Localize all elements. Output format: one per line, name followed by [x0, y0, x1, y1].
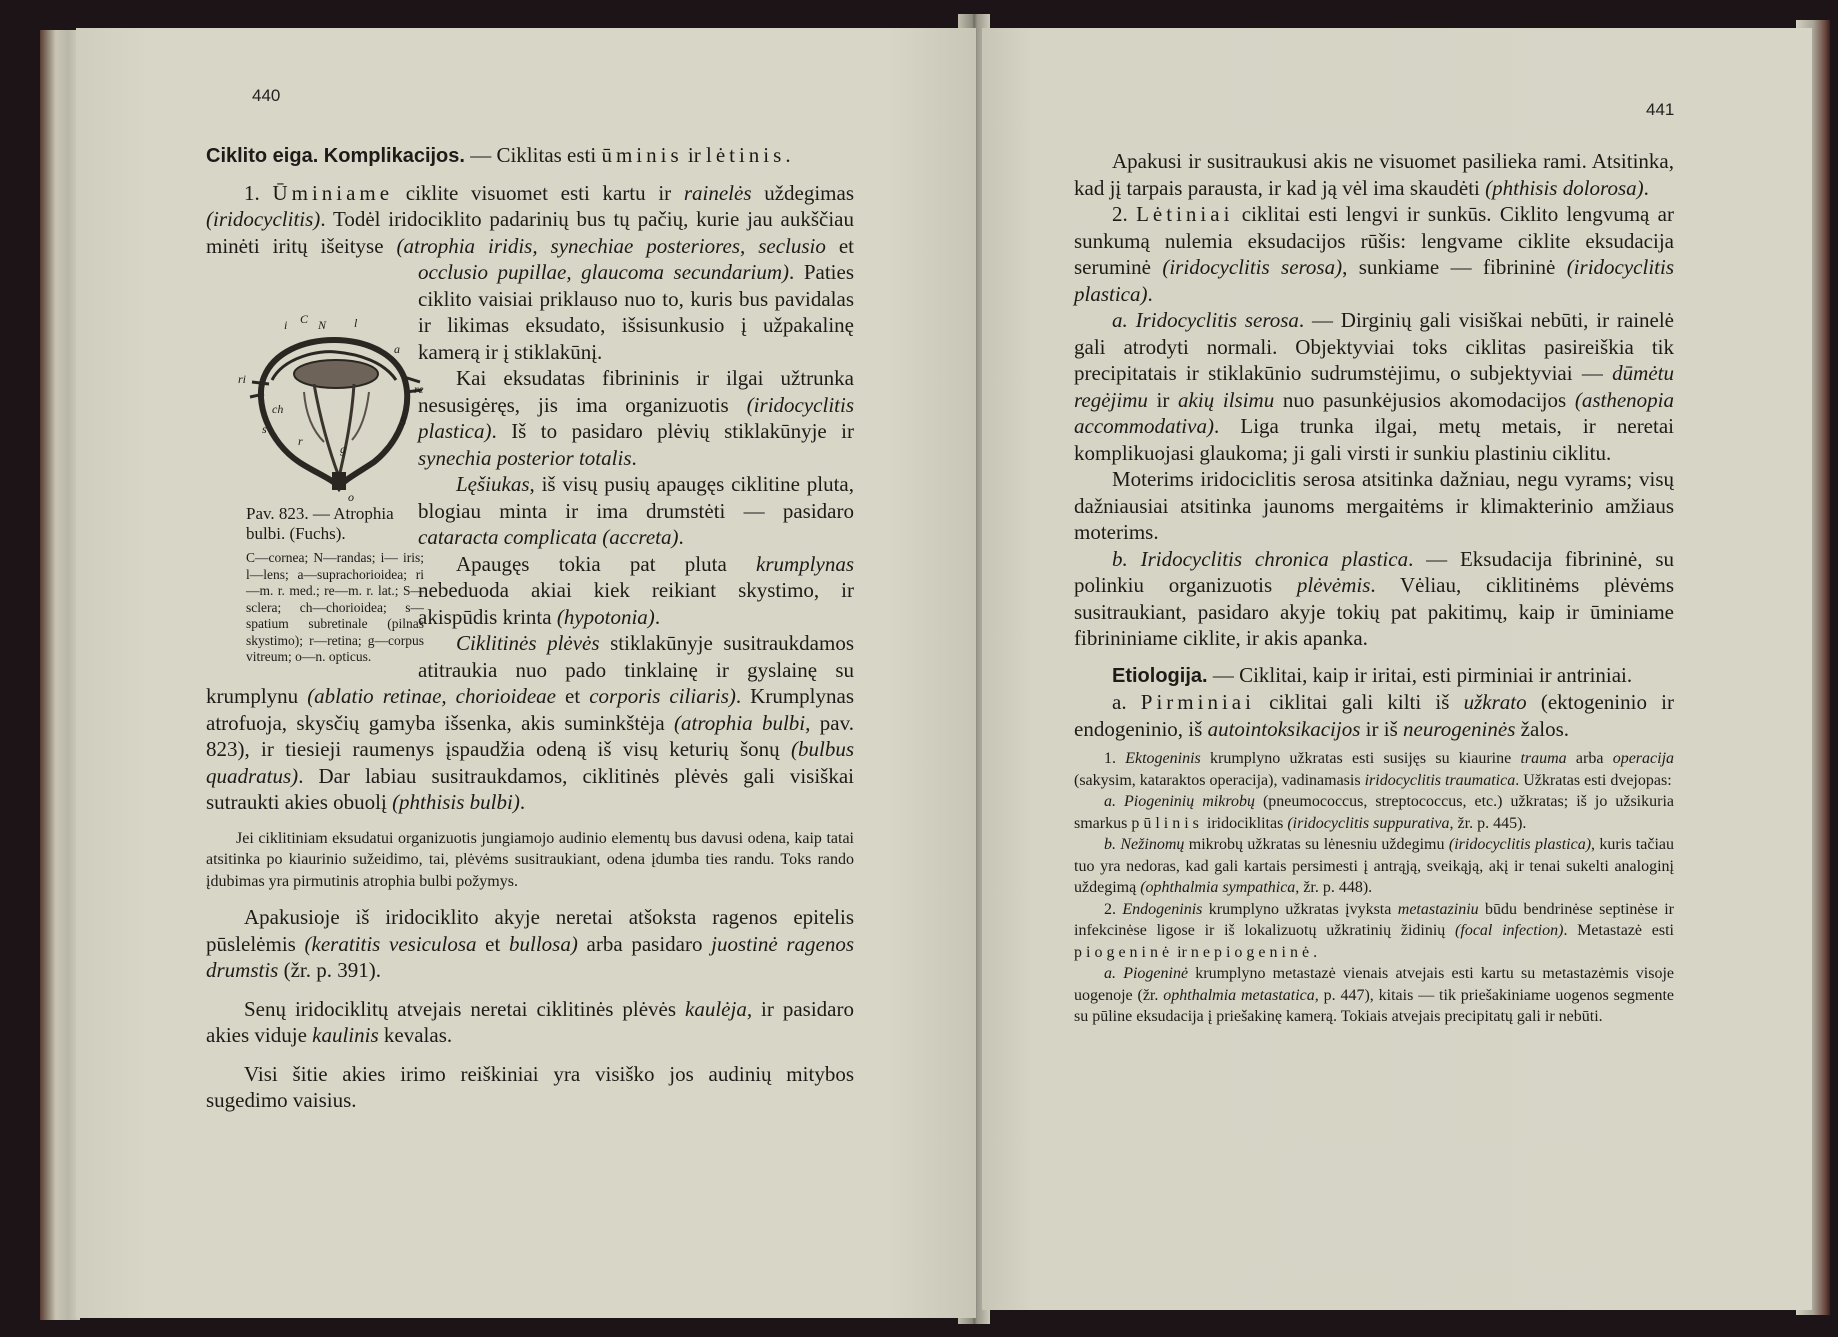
figure-label-re: re: [414, 382, 424, 396]
right-page-text: [1074, 148, 1674, 1028]
figure-label-s: s: [262, 422, 267, 436]
paragraph-3: Lęšiukas, iš visų pusių apaugęs ciklitine pluta, blogiau minta ir ima drumstėti — pasidaro cataracta complicata (accreta).: [418, 472, 854, 549]
paragraph-1: Apakusi ir susitraukusi akis ne visuomet pasilieka rami. Atsitinka, kad jį tarpais parausta, ir kad ją vėl ima skaudėti (phthisis dolorosa).: [1074, 149, 1674, 200]
small-print-block: [1074, 748, 1674, 1028]
optic-nerve: [332, 472, 346, 490]
small-paragraph-3: b. Nežinomų mikrobų užkratas su lėnesniu uždegimu (iridocyclitis plastica), kuris tačiau tuo yra nedoras, kad gali kartais persimesti į antrąją, sveikąją, akį ir tenai sukelti analoginį uždegimą (ophthalmia sympathica, žr. p. 448).: [1074, 836, 1675, 896]
paragraph-6: a. Pirminiai ciklitai gali kilti iš užkrato (ektogeninio ir endogeninio, iš autointoksikacijos ir iš neurogeninės žalos.: [1074, 690, 1674, 741]
caption-legend: C—cornea; N—randas; i— iris; l—lens; a—suprachorioidea; ri—m. r. med.; re—m. r. lat.; S—sclera; ch—chorioidea; s—spatium subretinale (pilnas skystimo); r—retina; g—corpus vitreum; o—n. opticus.: [246, 550, 424, 664]
figure-label-r: r: [298, 434, 303, 448]
figure-label-c: C: [300, 312, 309, 326]
figure-label-sclera: S: [400, 414, 406, 428]
book-edge-left: [40, 30, 80, 1320]
right-page: [982, 28, 1812, 1310]
section-heading-complications: Ciklito eiga. Komplikacijos. — Ciklitas esti ūminis ir lėtinis.: [206, 143, 791, 167]
figure-label-g: g: [340, 442, 346, 456]
paragraph-1: 1. Ūminiame ciklite visuomet esti kartu ir rainelės uždegimas (iridocyclitis). Todėl iridociklito padarinių bus tų pačių, kurie jau aukščiau minėti iritų išeityse (atrophia iridis, synechiae posteriores, seclusio et occlusio pupillae, glaucoma secundarium). Paties ciklito vaisiai priklauso nuo to, kuris bus pavidalas ir likimas eksudato, išsisunkusio į užpakalinę kamerą ir į stiklakūnį.: [206, 180, 854, 366]
figure-label-ch: ch: [272, 402, 284, 416]
section-heading-etiology: Etiologija. — Ciklitai, kaip ir iritai, esti pirminiai ir antriniai.: [1112, 662, 1633, 687]
figure-label-n: N: [318, 318, 327, 332]
vitreous-membranes: [314, 384, 354, 477]
figure-label-a: a: [394, 342, 400, 356]
small-paragraph-1: 1. Ektogeninis krumplyno užkratas esti susijęs su kiaurine trauma arba operacija (sakysim, kataraktos operacija), vadinamasis iridocyclitis traumatica. Užkratas esti dvejopas:: [1074, 750, 1675, 789]
paragraph-3: a. Iridocyclitis serosa. — Dirginių gali visiškai nebūti, ir rainelė gali atrodyti normali. Objektyviai toks ciklitas pasireiškia tik precipitatais ir stiklakūnio sudrumstėjimu, o subjektyviai — dūmėtu regėjimu ir akių ilsimu nuo pasunkėjusios akomodacijos (asthenopia accommodativa). Liga trunka ilgai, metų metais, ir neretai komplikuojasi glaukoma; ji gali virsti ir sunkiu plastiniu ciklitu.: [1074, 308, 1675, 465]
paragraph-7: Senų iridociklitų atvejais neretai ciklitinės plėvės kaulėja, ir pasidaro akies viduje kaulinis kevalas.: [206, 996, 854, 1047]
paragraph-4: Apaugęs tokia pat pluta krumplynas nebeduoda akiai kiek reikiant skystimo, ir akispūdis krinta (hypotonia).: [418, 551, 854, 629]
heading-title: Ciklito eiga. Komplikacijos.: [206, 145, 465, 167]
paragraph-5: b. Iridocyclitis chronica plastica. — Eksudacija fibrininė, su polinkiu organizuotis plėvėmis. Vėliau, ciklitinėms plėvėms susitraukiant, pasidaro akyje tokių pat pakitimų, kaip ir ūminiame fibrininiame ciklite, ir akis apanka.: [1074, 546, 1674, 650]
etiology-heading: Etiologija.: [1112, 664, 1208, 687]
figure-label-i: i: [284, 318, 288, 332]
figure-label-l: l: [354, 316, 358, 330]
figure-label-o: o: [348, 490, 354, 504]
small-paragraph-2: a. Piogeninių mikrobų (pneumococcus, streptococcus, etc.) užkratas; iš jo užsikuria smarkus pūlinis iridociklitas (iridocyclitis suppurativa, žr. p. 445).: [1074, 793, 1674, 832]
small-print-note: Jei ciklitiniam eksudatui organizuotis jungiamojo audinio elementų bus davusi odena, kaip tatai atsitinka po kiaurinio sužeidimo, tai, plėvėms susitraukiant, odena įdumba ties randu. Toks rando įdubimas yra pirmutinis atrophia bulbi požymys.: [206, 829, 854, 890]
paragraph-2: Kai eksudatas fibrininis ir ilgai užtrunka nesusigėręs, jis ima organizuotis (iridocyclitis plastica). Iš to pasidaro plėvių stiklakūnyje ir synechia posterior totalis.: [418, 366, 854, 470]
paragraph-5: Ciklitinės plėvės stiklakūnyje susitraukdamos atitraukia nuo pado tinklainę ir gyslainę su krumplynu (ablatio retinae, chorioideae et corporis ciliaris). Krumplynas atrofuoja, skysčių gamyba išsenka, akis suminkštėja (atrophia bulbi, pav. 823), ir tiesieji raumenys įspaudžia odeną iš visų keturių šonų (bulbus quadratus). Dar labiau susitraukdamos, ciklitinės plėvės gali visiškai sutraukti akies obuolį (phthisis bulbi).: [206, 631, 854, 814]
paragraph-8: Visi šitie akies irimo reiškiniai yra visiško jos audinių mitybos sugedimo vaisius.: [206, 1061, 854, 1112]
paragraph-6: Apakusioje iš iridociklito akyje neretai atšoksta ragenos epitelis pūslelėmis (keratitis vesiculosa et bullosa) arba pasidaro juostinė ragenos drumstis (žr. p. 391).: [206, 905, 855, 982]
paragraph-2: 2. Lėtiniai ciklitai esti lengvi ir sunkūs. Ciklito lengvumą ar sunkumą nulemia eksudacijos rūšis: lengvame ciklite eksudacija seruminė (iridocyclitis serosa), sunkiame — fibrininė (iridocyclitis plastica).: [1074, 202, 1674, 306]
figure-label-ri: ri: [238, 372, 247, 386]
figure-caption: [246, 504, 424, 666]
small-paragraph-5: a. Piogeninė krumplyno metastazė vienais atvejais esti kartu su metastazėmis visoje uogenoje (žr. ophthalmia metastatica, p. 447), kitais — tik priešakiniame uogenos segmente su pūline eksudacija į priešakinę kamerą. Tokiais atvejais precipitatų gali ir nebūti.: [1074, 965, 1675, 1025]
paragraph-4: Moterims iridociclitis serosa atsitinka dažniau, negu vyrams; visų dažniausiai atsitinka jaunoms mergaitėms ir klimakterinio amžiaus moterims.: [1074, 467, 1674, 544]
retina-folds: [304, 392, 369, 442]
figure-atrophia-bulbi: [238, 312, 444, 504]
page-number-right: 441: [1646, 100, 1675, 119]
lens-shape: [294, 360, 378, 388]
page-number-left: 440: [252, 86, 281, 105]
caption-title: Pav. 823. — Atrophia bulbi. (Fuchs).: [246, 504, 394, 543]
small-paragraph-4: 2. Endogeninis krumplyno užkratas įvyksta metastaziniu būdu bendrinėse septinėse ir infekcinėse ligose ir iš lokalizuotų užkratinių židinių (focal infection). Metastazė esti piogeninė ir nepiogeninė.: [1074, 900, 1675, 961]
